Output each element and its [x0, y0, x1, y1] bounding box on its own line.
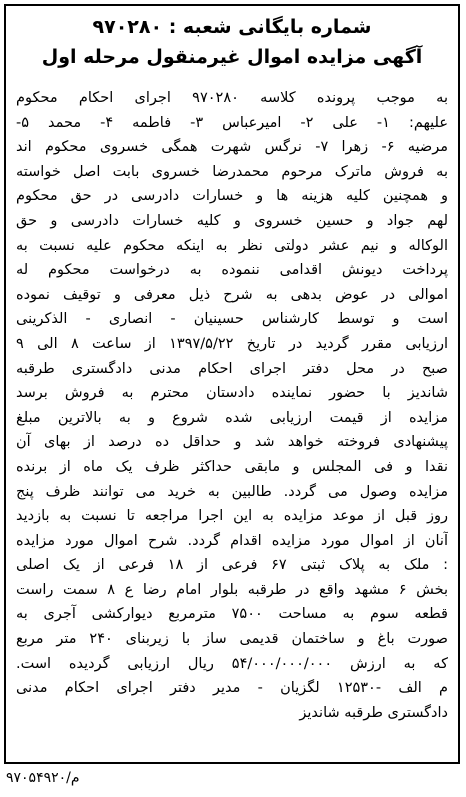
- notice-header: [6, 6, 458, 72]
- notice-title: آگهی مزایده اموال غیرمنقول مرحله اول: [41, 46, 423, 68]
- notice-body-line: اموالی در عوض بدهی به شرح ذیل معرفی و توقیف نموده: [16, 286, 448, 303]
- notice-body-line: ارزیابی مقرر گردید در تاریخ ۱۳۹۷/۵/۲۲ از ساعت ۸ الی ۹: [16, 335, 448, 352]
- notice-body-line: که به ارزش ۵۴/۰۰۰/۰۰۰/۰۰۰ ریال ارزیابی گردیده است.: [16, 655, 448, 672]
- archive-number-line: شماره بایگانی شعبه : ۹۷۰۲۸۰: [92, 16, 372, 38]
- notice-body-line: : ملک به پلاک ثبتی ۶۷ فرعی از ۱۸ فرعی از یک اصلی: [16, 557, 448, 574]
- notice-body-line: بخش ۶ مشهد واقع در طرقبه بلوار امام رضا ع ۸ سمت راست: [16, 581, 448, 598]
- notice-body-line: صبح در محل دفتر اجرای احکام مدنی دادگستری طرقبه: [16, 360, 448, 377]
- publication-code: م/۹۷۰۵۴۹۲۰: [6, 770, 80, 786]
- notice-body-line: الوکاله و نیم عشر دولتی نظر به اینکه محکوم علیه نسبت به: [16, 237, 448, 254]
- notice-body-line: به فروش ماترک مرحوم محمدرضا خسروی بابت اصل خواسته: [16, 163, 448, 180]
- notice-body-line: علیهم: ۱- علی ۲- امیرعباس ۳- فاطمه ۴- محمد ۵-: [16, 114, 448, 131]
- notice-body-line: مرضیه ۶- زهرا ۷- نرگس شهرت همگی خسروی محکوم اند: [16, 139, 448, 156]
- notice-body-line: م الف -۱۲۵۳۰ لگزیان - مدیر دفتر اجرای احکام مدنی: [16, 680, 448, 697]
- notice-body-line: است و توسط کارشناس حسینیان - انصاری - الذکرینی: [16, 311, 448, 328]
- notice-body-line: مزایده از قیمت ارزیابی شده شروع و به بالاترین مبلغ: [16, 409, 448, 426]
- notice-body-line: آنان از اموال مورد مزایده اقدام گردد. شرح اموال مورد مزایده: [16, 532, 448, 549]
- notice-body-line: پیشنهادی فروخته خواهد شد و حداقل ده درصد از بهای آن: [16, 434, 448, 451]
- notice-body-line: به موجب پرونده کلاسه ۹۷۰۲۸۰ اجرای احکام محکوم: [16, 90, 448, 106]
- notice-body-line: لهم جواد و حسین خسروی و کلیه خسارات دادرسی و حق: [16, 212, 448, 229]
- notice-body-line: مزایده وصول می گردد. طالبین به خرید می توانند ظرف پنج: [16, 483, 448, 500]
- notice-body-line: روز قبل از موعد مزایده به این اجرا مراجعه تا نسبت به بازدید: [16, 508, 448, 525]
- notice-body-line: شاندیز با حضور نماینده دادستان محترم به فروش برسد: [16, 385, 448, 402]
- notice-body-line: قطعه سوم به مساحت ۷۵۰۰ مترمربع دیوارکشی آجری به: [16, 606, 448, 623]
- notice-body-line: صورت باغ و ساختمان قدیمی ساز با زیربنای ۲۴۰ متر مربع: [16, 631, 448, 648]
- notice-body-line: و همچنین کلیه هزینه ها و خسارات دادرسی در حق محکوم: [16, 188, 448, 205]
- notice-body-line: نقدا و فی المجلس و مابقی حداکثر ظرف یک ماه از برنده: [16, 458, 448, 475]
- notice-frame: [4, 4, 460, 764]
- notice-body-line: دادگستری طرقبه شاندیز: [299, 704, 448, 721]
- notice-body: [16, 86, 448, 725]
- notice-body-line: پرداخت دیونش اقدامی ننموده به درخواست محکوم له: [16, 262, 448, 279]
